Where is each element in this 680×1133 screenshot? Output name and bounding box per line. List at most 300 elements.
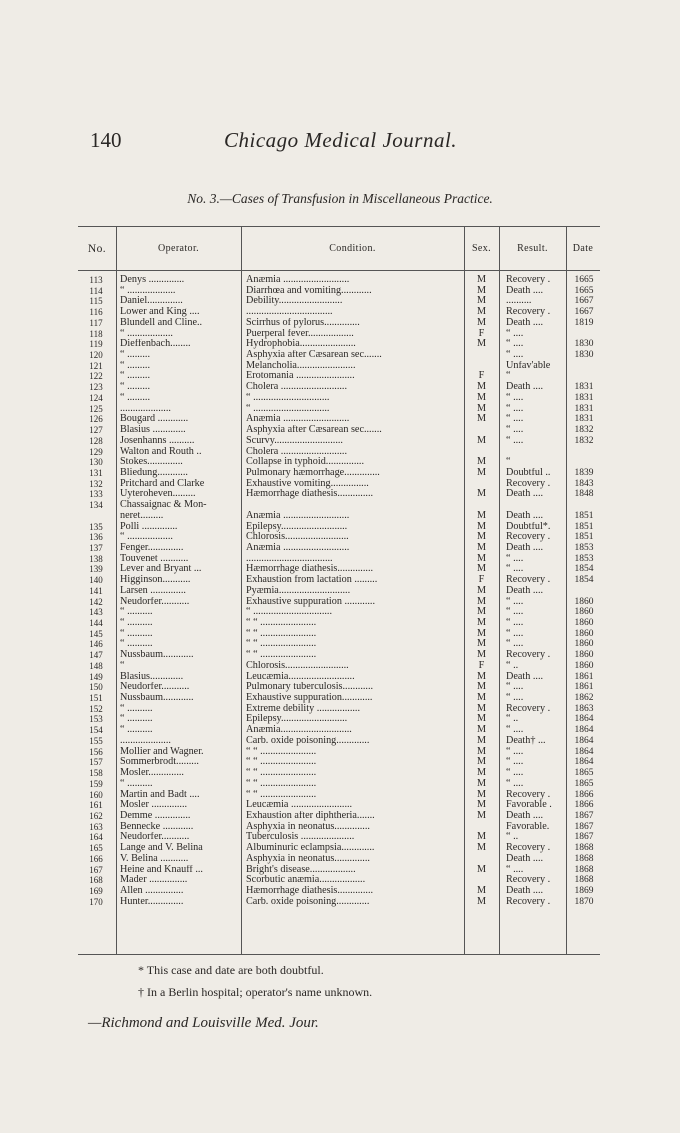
cell-date: 1853 [574,553,594,564]
cell-result: Recovery . [506,896,551,907]
cell-date: 1665 [574,285,594,296]
cell-case-number: 128 [89,435,103,446]
cell-operator: Lower and King .... [120,307,200,318]
table-row [78,639,600,650]
cell-sex: F [478,328,485,339]
cell-operator: Bougard ............ [120,414,189,425]
cell-operator: “ .......... [120,714,153,725]
cell-sex: M [476,757,487,768]
table-row [78,307,600,318]
cell-date: 1830 [574,339,594,350]
cell-result: Recovery . [506,532,551,543]
cell-operator: Martin and Badt .... [120,789,200,800]
cell-result: “ .... [506,778,524,789]
cell-condition: Melancholia....................... [246,360,356,371]
cell-date: 1866 [574,789,594,800]
cell-condition: Exhaustive suppuration............ [246,693,373,704]
cell-date: 1831 [574,403,594,414]
table-row [78,682,600,693]
table-row [78,822,600,833]
cell-operator: “ ................... [120,285,176,296]
cell-condition: “ “ ...................... [246,628,317,639]
table-body [78,275,600,907]
cell-date: 1862 [574,693,594,704]
cell-case-number: 164 [89,832,103,843]
table-row [78,597,600,608]
cell-condition: “ “ ...................... [246,618,317,628]
cell-sex: M [476,896,487,907]
cell-operator: Mosler.............. [120,768,184,779]
cell-condition: Exhaustive vomiting............... [246,478,369,489]
table-row [78,543,600,554]
cell-date: 1870 [574,896,594,907]
cell-result: Recovery . [506,875,551,886]
cell-condition: Asphyxia after Cæsarean sec....... [246,350,382,361]
cell-operator: Higginson........... [120,575,191,586]
cell-case-number: 135 [89,521,103,532]
cell-result: Death .... [506,510,544,521]
cell-date: 1864 [574,757,594,768]
table-row [78,886,600,897]
cell-operator: Bennecke ............ [120,821,194,832]
cell-case-number: 149 [89,671,103,682]
cell-result: “ .... [506,328,524,339]
cases-table [78,226,600,955]
cell-condition: “ “ ...................... [246,789,317,800]
cell-condition: Exhaustion from lactation ......... [246,575,378,586]
cell-condition: Asphyxia in neonatus.............. [246,821,370,832]
cell-date: 1860 [574,628,594,639]
table-row [78,747,600,758]
table-row [78,275,600,286]
page-header [90,128,610,154]
cell-condition: Collapse in typhoid............... [246,457,365,468]
cell-case-number: 165 [89,843,103,854]
cell-operator: Allen ............... [120,885,184,896]
cell-sex: F [478,575,485,586]
cell-sex: M [476,628,487,639]
cell-result: “ .... [506,596,524,607]
table-row [78,318,600,329]
cell-result: “ .... [506,607,524,618]
table-row [78,371,600,382]
cell-condition: “ .............................. [246,403,330,414]
cell-case-number: 154 [89,725,103,736]
cell-operator: “ ......... [120,392,150,403]
cell-condition: Epilepsy.......................... [246,714,348,725]
cell-result: Death† ... [506,735,546,746]
cell-date: 1866 [574,800,594,811]
cell-date: 1665 [574,275,594,285]
cell-sex: M [476,435,487,446]
cell-date: 1860 [574,660,594,671]
table-row [78,286,600,297]
cell-date: 1854 [574,575,594,586]
cell-condition: Extreme debility ................. [246,703,361,714]
cell-operator: Neudorfer........... [120,832,190,843]
cell-operator: Sommerbrodt......... [120,757,199,768]
cell-sex: M [476,639,487,650]
cell-result: Death .... [506,285,544,296]
table-row [78,672,600,683]
cell-result: “ .... [506,339,524,350]
table-row [78,575,600,586]
table-row [78,414,600,425]
cell-operator: Touvenet ........... [120,553,189,564]
cell-result: Death .... [506,317,544,328]
cell-condition: Scurvy........................... [246,435,343,446]
cell-sex: M [476,725,487,736]
table-row [78,436,600,447]
cell-condition: Carb. oxide poisoning............. [246,735,370,746]
cell-sex: M [476,489,487,500]
cell-date: 1832 [574,435,594,446]
cell-result: “ .. [506,714,519,725]
cell-case-number: 147 [89,650,103,661]
cell-case-number: 126 [89,414,103,425]
cell-operator: Mollier and Wagner. [120,746,204,757]
cell-sex: M [476,682,487,693]
cell-date: 1839 [574,467,594,478]
cell-case-number: 123 [89,382,103,393]
cell-condition: “ “ ...................... [246,768,317,779]
cell-sex: M [476,414,487,425]
cell-operator: “ .......... [120,703,153,714]
cell-result: Death .... [506,671,544,682]
table-caption: No. 3.—Cases of Transfusion in Miscellaneous Practice. [187,191,493,206]
table-row [78,382,600,393]
cell-case-number: 129 [89,446,103,457]
table-row [78,500,600,511]
cell-condition: Hæmorrhage diathesis.............. [246,885,374,896]
table-row [78,339,600,350]
cell-date: 1860 [574,650,594,661]
cell-date: 1860 [574,607,594,618]
cell-date: 1830 [574,350,594,361]
cell-result: “ .... [506,768,524,779]
cell-result: Favorable . [506,800,552,811]
cell-case-number: 161 [89,800,103,811]
cell-date: 1867 [574,810,594,821]
table-row [78,618,600,629]
table-row [78,779,600,790]
cell-condition: “ “ ...................... [246,746,317,757]
cell-operator: Demme .............. [120,810,191,821]
cell-sex: M [476,810,487,821]
cell-sex: F [478,660,485,671]
cell-date: 1865 [574,778,594,789]
cell-result: Death .... [506,489,544,500]
table-row [78,554,600,565]
cell-date: 1861 [574,682,594,693]
cell-operator: “ ......... [120,350,150,361]
cell-date: 1860 [574,596,594,607]
cell-condition: “ “ ...................... [246,757,317,768]
cell-case-number: 159 [89,778,103,789]
page-number: 140 [90,128,122,152]
cell-condition: “ .............................. [246,392,330,403]
cell-condition: Exhaustive suppuration ............ [246,596,376,607]
cell-condition: “ “ ...................... [246,639,317,650]
cell-case-number: 157 [89,757,103,768]
cell-result: Recovery . [506,307,551,318]
cell-operator: Blasius ............. [120,425,186,436]
cell-result: Death .... [506,853,544,864]
cell-result: “ .... [506,425,524,436]
cell-case-number: 169 [89,885,103,896]
cell-case-number: 152 [89,703,103,714]
table-row [78,329,600,340]
cell-sex: M [476,467,487,478]
cell-condition: Puerperal fever.................. [246,328,354,339]
cell-operator: Pritchard and Clarke [120,478,205,489]
cell-operator: V. Belina ........... [120,853,189,864]
table-row [78,800,600,811]
cell-date: 1667 [574,296,594,307]
cell-date: 1867 [574,832,594,843]
cell-date: 1853 [574,542,594,553]
cell-operator: “ ......... [120,382,150,393]
cell-date: 1860 [574,618,594,628]
cell-condition: Albuminuric eclampsia............. [246,843,375,854]
cell-condition: Pulmonary tuberculosis............ [246,682,374,693]
cell-case-number: 130 [89,457,103,468]
cell-sex: M [476,735,487,746]
cell-operator: Walton and Routh .. [120,446,202,457]
cell-result: Death .... [506,585,544,596]
cell-condition: .................................. [246,307,333,318]
table-row [78,897,600,908]
table-row [78,865,600,876]
cell-sex: M [476,714,487,725]
cell-condition: Pyæmia............................ [246,585,351,596]
cell-sex: M [476,800,487,811]
cell-operator: Dieffenbach........ [120,339,191,350]
table-row [78,511,600,522]
cell-sex: M [476,618,487,628]
cell-date: 1851 [574,532,594,543]
cell-date: 1831 [574,414,594,425]
cell-result: Unfav'able [506,360,551,371]
cell-operator: “ .......... [120,607,153,618]
cell-condition: “ “ ...................... [246,778,317,789]
journal-title: Chicago Medical Journal. [224,128,458,152]
cell-date: 1848 [574,489,594,500]
cell-sex: M [476,382,487,393]
cell-date: 1864 [574,725,594,736]
cell-condition: Chlorosis......................... [246,532,349,543]
cell-sex: M [476,671,487,682]
cell-result: Doubtful*. [506,521,551,532]
cell-case-number: 139 [89,564,103,575]
table-row [78,532,600,543]
table-row [78,757,600,768]
cell-date: 1865 [574,768,594,779]
table-bottom-rule [78,954,600,955]
cell-condition: Asphyxia in neonatus.............. [246,853,370,864]
cell-result: “ .... [506,639,524,650]
cell-date: 1868 [574,875,594,886]
table-row [78,361,600,372]
cell-case-number: 166 [89,853,103,864]
cell-result: Recovery . [506,275,551,285]
cell-sex: M [476,778,487,789]
cell-case-number: 140 [89,575,103,586]
cell-operator: Neudorfer........... [120,596,190,607]
cell-case-number: 131 [89,467,103,478]
table-row [78,811,600,822]
cell-sex: M [476,542,487,553]
cell-result: Recovery . [506,650,551,661]
cell-case-number: 153 [89,714,103,725]
cell-condition: Anæmia............................ [246,725,352,736]
cell-case-number: 162 [89,810,103,821]
cell-sex: M [476,285,487,296]
cell-result: “ .. [506,832,519,843]
cell-case-number: 144 [89,618,103,628]
cell-case-number: 125 [89,403,103,414]
cell-operator: “ .......... [120,628,153,639]
cell-date: 1864 [574,735,594,746]
table-row [78,875,600,886]
cell-case-number: 134 [89,500,103,511]
cell-date: 1819 [574,317,594,328]
cell-condition: Debility......................... [246,296,343,307]
cell-date: 1831 [574,382,594,393]
cell-result: “ .... [506,564,524,575]
cell-case-number: 150 [89,682,103,693]
cell-result: “ .... [506,414,524,425]
cell-condition: Cholera .......................... [246,382,348,393]
table-row [78,832,600,843]
cell-operator: Mader ............... [120,875,188,886]
cell-case-number: 136 [89,532,103,543]
cell-condition: Leucæmia.......................... [246,671,355,682]
cell-date: 1868 [574,843,594,854]
table-row [78,704,600,715]
cell-result: “ .... [506,693,524,704]
cell-result: Doubtful .. [506,467,551,478]
cell-result: Recovery . [506,789,551,800]
cell-date: 1860 [574,639,594,650]
table-row [78,854,600,865]
table-row [78,489,600,500]
cell-result: “ [506,371,511,382]
cell-operator: “ [120,660,125,671]
cell-sex: M [476,532,487,543]
cell-case-number: 142 [89,596,103,607]
cell-sex: M [476,885,487,896]
cell-case-number: 151 [89,693,103,704]
table-row [78,607,600,618]
cell-result: Death .... [506,810,544,821]
cell-operator: “ .................. [120,532,173,543]
table-row [78,457,600,468]
cell-result: “ .... [506,618,524,628]
cell-condition: Diarrhœa and vomiting............ [246,285,372,296]
cell-sex: M [476,832,487,843]
cell-condition: Asphyxia after Cæsarean sec....... [246,425,382,436]
cell-operator: Nussbaum............ [120,693,194,704]
cell-operator: Lange and V. Belina [120,843,203,854]
cell-result: “ .... [506,746,524,757]
column-header-date: Date [572,243,594,254]
cell-result: .......... [506,296,532,307]
cell-sex: M [476,607,487,618]
cell-sex: M [476,585,487,596]
cell-sex: M [476,392,487,403]
cell-sex: M [476,596,487,607]
cell-condition: Scorbutic anæmia.................. [246,875,366,886]
cell-result: “ .... [506,350,524,361]
table-row [78,790,600,801]
column-header-sex: Sex. [471,243,492,254]
cell-date: 1851 [574,510,594,521]
cell-condition: Carb. oxide poisoning............. [246,896,370,907]
cell-case-number: 124 [89,392,103,403]
cell-date: 1863 [574,703,594,714]
cell-operator: neret......... [120,510,164,521]
cell-sex: M [476,693,487,704]
cell-date: 1851 [574,521,594,532]
cell-operator: Stokes.............. [120,457,183,468]
table-row [78,350,600,361]
cell-date: 1832 [574,425,594,436]
cell-operator: .................... [120,403,171,414]
cell-sex: M [476,768,487,779]
cell-condition: Tuberculosis ..................... [246,832,355,843]
cell-condition: Hæmorrhage diathesis.............. [246,489,374,500]
cell-date: 1861 [574,671,594,682]
cell-result: “ .... [506,725,524,736]
footnotes [138,963,372,1007]
cell-condition: Chlorosis......................... [246,660,349,671]
cell-condition: “ “ ...................... [246,650,317,661]
cell-sex: M [476,746,487,757]
cell-condition: Scirrhus of pylorus.............. [246,317,360,328]
cell-condition: Exhaustion after diphtheria....... [246,810,375,821]
cell-result: “ .... [506,864,524,875]
cell-case-number: 115 [89,296,103,307]
cell-case-number: 141 [89,585,103,596]
cell-case-number: 145 [89,628,103,639]
cell-case-number: 156 [89,746,103,757]
cell-operator: Hunter.............. [120,896,184,907]
cell-condition: Anæmia .......................... [246,510,350,521]
footnote-berlin: † In a Berlin hospital; operator's name unknown. [138,985,373,999]
cell-result: “ .. [506,660,519,671]
cell-operator: Josenhanns .......... [120,435,195,446]
cell-date: 1868 [574,864,594,875]
cell-sex: M [476,317,487,328]
cell-result: “ [506,457,511,468]
table-row [78,650,600,661]
table-row [78,393,600,404]
cell-case-number: 113 [89,275,103,285]
cell-result: “ .... [506,392,524,403]
cell-operator: Nussbaum............ [120,650,194,661]
cell-sex: M [476,307,487,318]
cell-result: “ .... [506,403,524,414]
table-row [78,693,600,704]
column-header-operator: Operator. [157,243,200,254]
cell-case-number: 133 [89,489,103,500]
cell-operator: Larsen .............. [120,585,186,596]
cell-condition: .................................. [246,553,333,564]
cell-operator: Heine and Knauff ... [120,864,203,875]
table-row [78,661,600,672]
table-row [78,564,600,575]
